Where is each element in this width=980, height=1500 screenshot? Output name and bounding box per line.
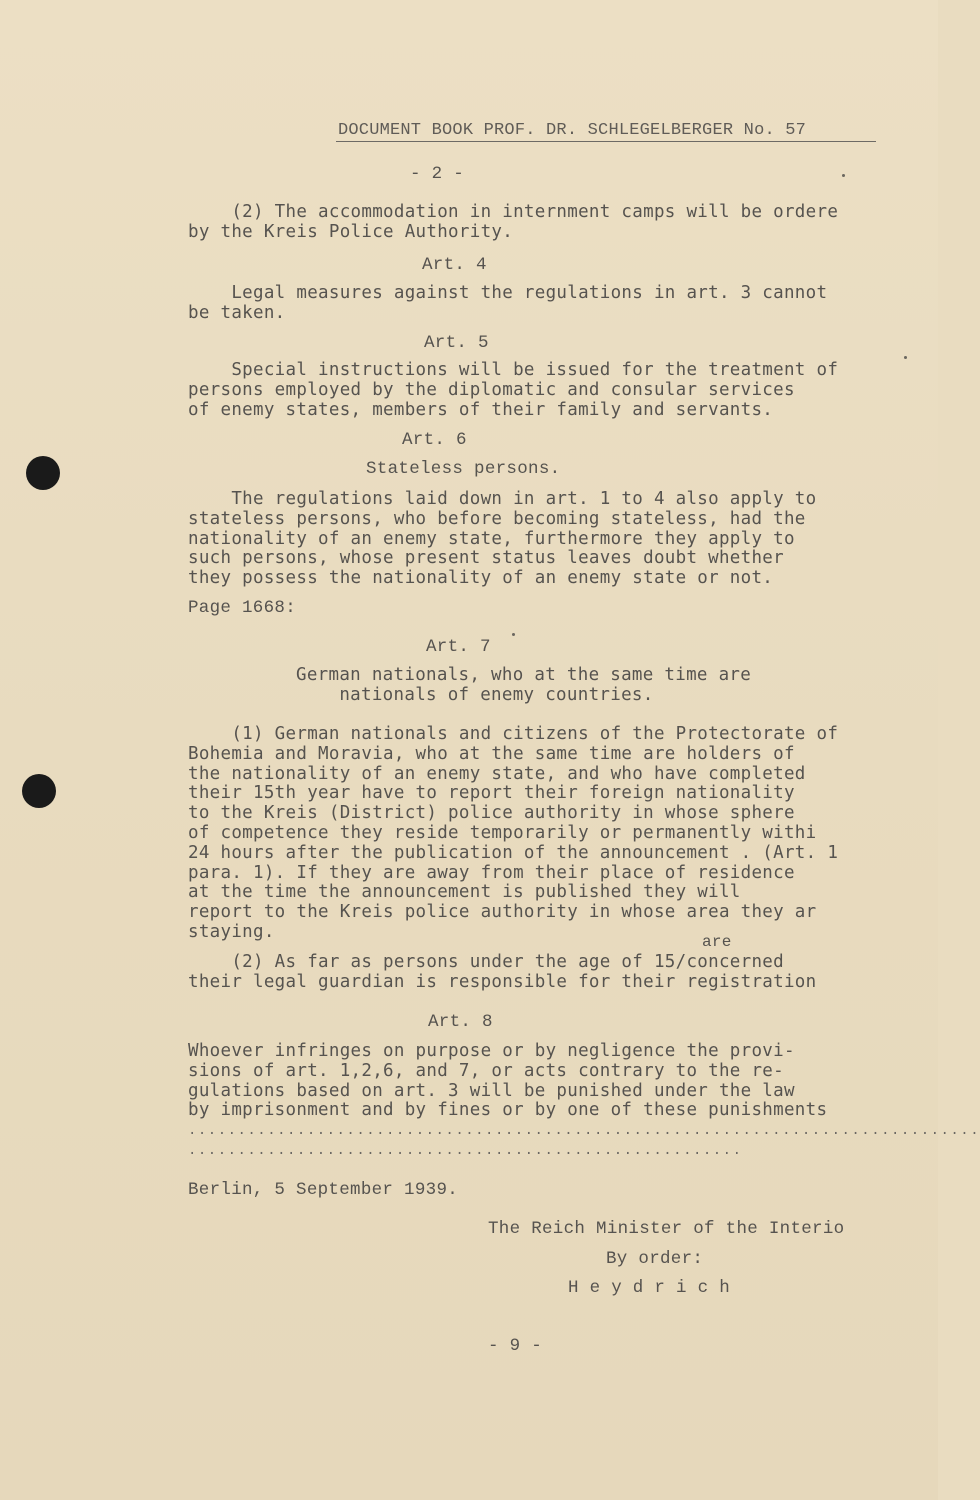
- art6-subheading: Stateless persons.: [366, 459, 561, 479]
- document-header: DOCUMENT BOOK PROF. DR. SCHLEGELBERGER No. 57: [338, 121, 807, 140]
- signature-title: The Reich Minister of the Interio: [488, 1219, 845, 1239]
- art3-paragraph-2: (2) The accommodation in internment camps will be ordere by the Kreis Police Authority.: [188, 202, 839, 242]
- art6-heading: Art. 6: [402, 430, 467, 450]
- art7-paragraph-2: (2) As far as persons under the age of 15/concerned their legal guardian is responsible for their registration: [188, 952, 817, 992]
- art6-text: The regulations laid down in art. 1 to 4 also apply to stateless persons, who before becoming stateless, had the nationality of an enemy state, furthermore they apply to such persons, whose present status leaves doubt whether they possess the nationality of an enemy state or not.: [188, 489, 817, 589]
- page-marker-top: - 2 -: [410, 164, 465, 184]
- paper-speck: [842, 174, 845, 177]
- art5-text: Special instructions will be issued for the treatment of persons employed by the diplomatic and consular services of enemy states, members of their family and servants.: [188, 360, 839, 420]
- art8-text: Whoever infringes on purpose or by negligence the provi- sions of art. 1,2,6, and 7, or acts contrary to the re- gulations based on art. 3 will be punished under the law by imprisonment and by fines or by one of these punishments: [188, 1041, 828, 1121]
- header-underline: [336, 141, 876, 142]
- page-number: - 9 -: [488, 1336, 543, 1356]
- signature-by-order: By order:: [606, 1249, 704, 1269]
- art7-paragraph-1: (1) German nationals and citizens of the Protectorate of Bohemia and Moravia, who at the same time are holders of the nationality of an enemy state, and who have completed their 15th year have to report their foreign nationality to the Kreis (District) police authority in whose sphere of competence they reside temporarily or permanently withi 24 hours after the publication of the announcement . (Art. 1 para. 1). If they are away from their place of residence at the time the announcement is published they will report to the Kreis police authority in whose area they ar staying.: [188, 724, 839, 942]
- paper-speck: [904, 356, 907, 359]
- art4-heading: Art. 4: [422, 255, 487, 275]
- paper-speck: [512, 633, 515, 636]
- punch-hole: [26, 456, 60, 490]
- page-reference: Page 1668:: [188, 598, 297, 618]
- art8-heading: Art. 8: [428, 1012, 493, 1032]
- signature-name: H e y d r i c h: [568, 1278, 731, 1298]
- art5-heading: Art. 5: [424, 333, 489, 353]
- dotted-line: ................................................................................: [188, 1123, 980, 1139]
- art7-heading: Art. 7: [426, 637, 491, 657]
- place-and-date: Berlin, 5 September 1939.: [188, 1180, 459, 1200]
- art4-text: Legal measures against the regulations in art. 3 cannot be taken.: [188, 283, 828, 323]
- punch-hole: [22, 774, 56, 808]
- art7-subheading: German nationals, who at the same time are nationals of enemy countries.: [296, 665, 752, 705]
- handwritten-insertion: are: [702, 933, 732, 951]
- dotted-line: ........................................................: [188, 1143, 743, 1159]
